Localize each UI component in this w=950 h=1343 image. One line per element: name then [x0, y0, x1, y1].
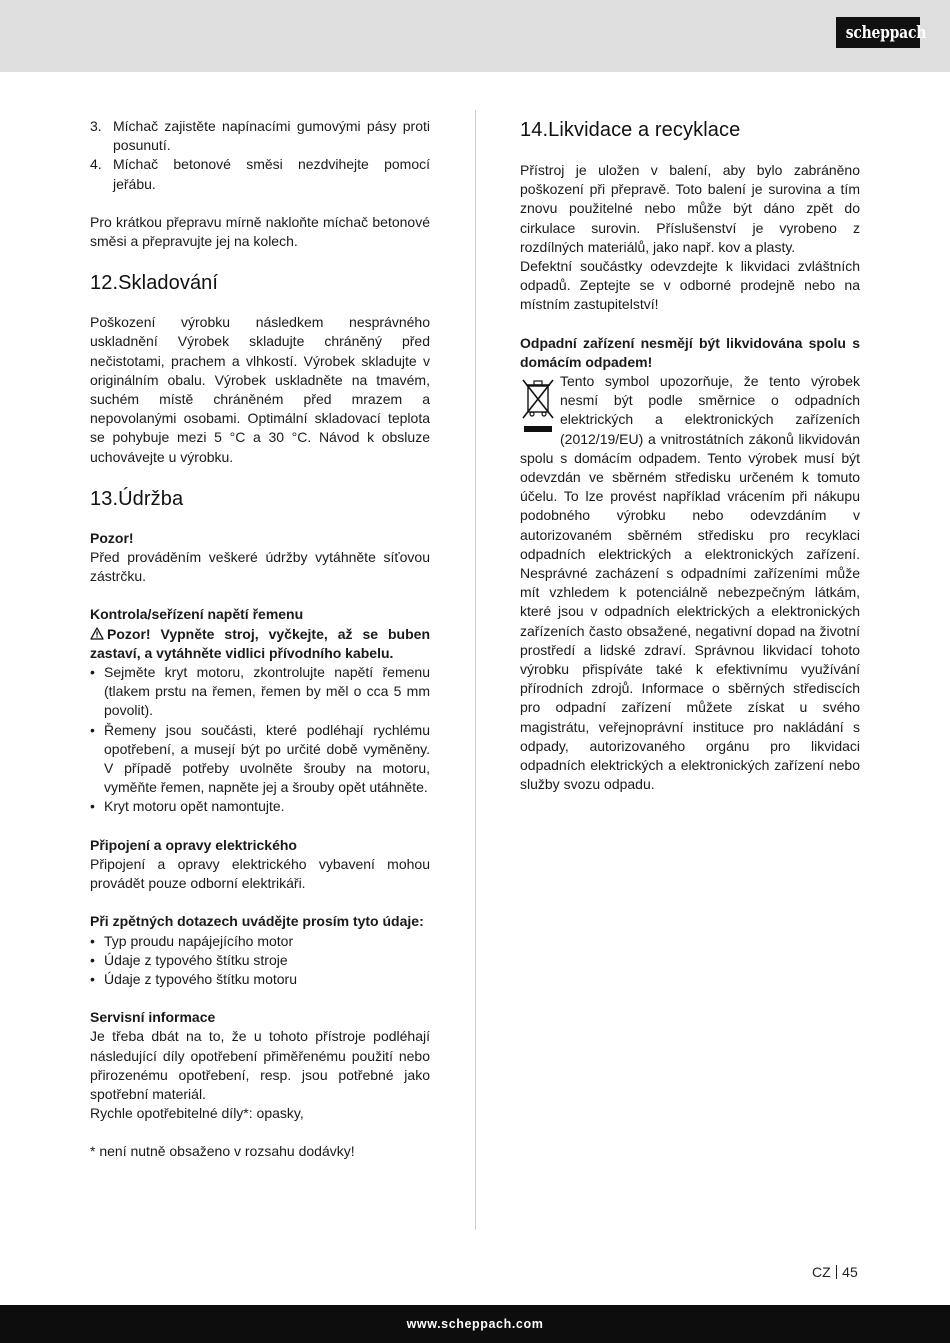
- page-number: CZ 45: [812, 1264, 858, 1280]
- footnote: * není nutně obsaženo v rozsahu dodávky!: [90, 1143, 355, 1160]
- column-divider: [475, 110, 476, 1230]
- belt-list: [90, 663, 430, 817]
- warning-triangle-icon: [90, 627, 104, 640]
- footer-url[interactable]: www.scheppach.com: [406, 1317, 544, 1331]
- list-item: • Kryt motoru opět namontujte.: [90, 797, 430, 816]
- weee-block: [520, 372, 860, 794]
- section-14-heading: 14.Likvidace a recyklace: [520, 119, 741, 141]
- storage-text: Poškození výrobku následkem nesprávného uskladnění Výrobek skladujte chráněný před nečistotami, prachem a vlhkostí. Výrobek skladujte v originálním obalu. Výrobek uskladněte na tmavém, suchém místě chráněném před mrazem a nepovolanými osobami. Optimální skladovací teplota se pohybuje mezi 5 °C a 30 °C. Návod k obsluze uchovávejte u výrobku.: [90, 314, 430, 465]
- electric-text: Připojení a opravy elektrického vybavení mohou provádět pouze odborní elektrikáři.: [90, 855, 430, 892]
- caution-label: Pozor!: [90, 529, 134, 546]
- list-item: • Typ proudu napájejícího motor: [90, 932, 430, 951]
- header-band: [0, 0, 950, 72]
- list-item: • Údaje z typového štítku stroje: [90, 951, 430, 970]
- service-text: Je třeba dbát na to, že u tohoto přístroje podléhají následující díly opotřebení přiměřenému použití nebo přirozenému opotřebení, resp. jsou potřebné jako spotřební materiál.: [90, 1028, 430, 1102]
- inquiry-heading: Při zpětných dotazech uvádějte prosím tyto údaje:: [90, 913, 424, 930]
- packaging-text: Přístroj je uložen v balení, aby bylo zabráněno poškození při přepravě. Toto balení je surovina a tím znovu použitelné nebo může být dáno zpět do cirkulace surovin. Příslušenství je vyrobeno z rozdílných materiálů, jako např. kov a plasty.: [520, 162, 860, 255]
- weee-text: Tento symbol upozorňuje, že tento výrobek nesmí být podle směrnice o odpadních elektrických a elektronických zařízeních (2012/19/EU) a vnitrostátních zákonů likvidován spolu s domácím odpadem. Tento výrobek musí být odevzdán ve sběrném středisku určeném k tomuto účelu. To lze provést například vrácením při nákupu podobného výrobku nebo odevzdáním v autorizovaném sběrném středisku pro recyklaci odpadních elektrických a elektronických zařízení. Nesprávné zacházení s odpadními zařízeními může mít vzhledem k potenciálně nebezpečným látkám, které jsou v odpadních elektrických a elektronických zařízeních často obsažené, negativní dopad na životní prostředí a lidské zdraví. Správnou likvidací tohoto výrobku přispíváte také k efektivnímu využívání přírodních zdrojů. Informace o sběrných střediscích pro odpadní zařízení můžete získat u svého magistrátu, veřejnoprávní instituce pro nakládání s odpady, autorizovaného orgánu pro likvidaci odpadních elektrických a elektronických zařízení nebo služby svozu odpadu.: [520, 373, 860, 793]
- wear-parts: Rychle opotřebitelné díly*: opasky,: [90, 1105, 304, 1122]
- service-heading: Servisní informace: [90, 1009, 216, 1026]
- step-item: 4. Míchač betonové směsi nezdvihejte pomocí jeřábu.: [90, 156, 430, 192]
- transport-note: Pro krátkou přepravu mírně nakloňte míchač betonové směsi a přepravujte jej na kolech.: [90, 213, 430, 250]
- belt-heading: Kontrola/seřízení napětí řemenu: [90, 606, 304, 623]
- section-12-heading: 12.Skladování: [90, 272, 219, 295]
- transport-steps: [90, 117, 430, 194]
- logo-text: scheppach: [845, 23, 927, 43]
- list-item: • Řemeny jsou součásti, které podléhají rychlému opotřebení, a musejí být po určité době vyměněny. V případě potřeby uvolněte šrouby na motoru, vyměňte řemen, napněte jej a šrouby opět utáhněte.: [90, 721, 430, 798]
- left-column: [90, 117, 430, 1162]
- section-13-heading: 13.Údržba: [90, 487, 184, 510]
- caution-text: Před prováděním veškeré údržby vytáhněte síťovou zástrčku.: [90, 549, 430, 585]
- inquiry-list: [90, 932, 430, 990]
- belt-warning: Pozor! Vypněte stroj, vyčkejte, až se buben zastaví, a vytáhněte vidlici přívodního kabelu.: [90, 625, 430, 661]
- crossed-bin-icon: [520, 374, 556, 434]
- list-item: • Sejměte kryt motoru, zkontrolujte napětí řemenu (tlakem prstu na řemen, řemen by měl o cca 5 mm povolit).: [90, 663, 430, 721]
- electric-heading: Připojení a opravy elektrického: [90, 836, 297, 853]
- defective-parts-text: Defektní součástky odevzdejte k likvidaci zvláštních odpadů. Zeptejte se v odborné prodejně nebo na místním zastupitelství!: [520, 258, 860, 313]
- weee-heading: Odpadní zařízení nesmějí být likvidována spolu s domácím odpadem!: [520, 334, 860, 370]
- step-item: 3. Míchač zajistěte napínacími gumovými pásy proti posunutí.: [90, 118, 430, 154]
- brand-logo: [836, 17, 927, 48]
- list-item: • Údaje z typového štítku motoru: [90, 970, 430, 989]
- right-column: [520, 117, 860, 795]
